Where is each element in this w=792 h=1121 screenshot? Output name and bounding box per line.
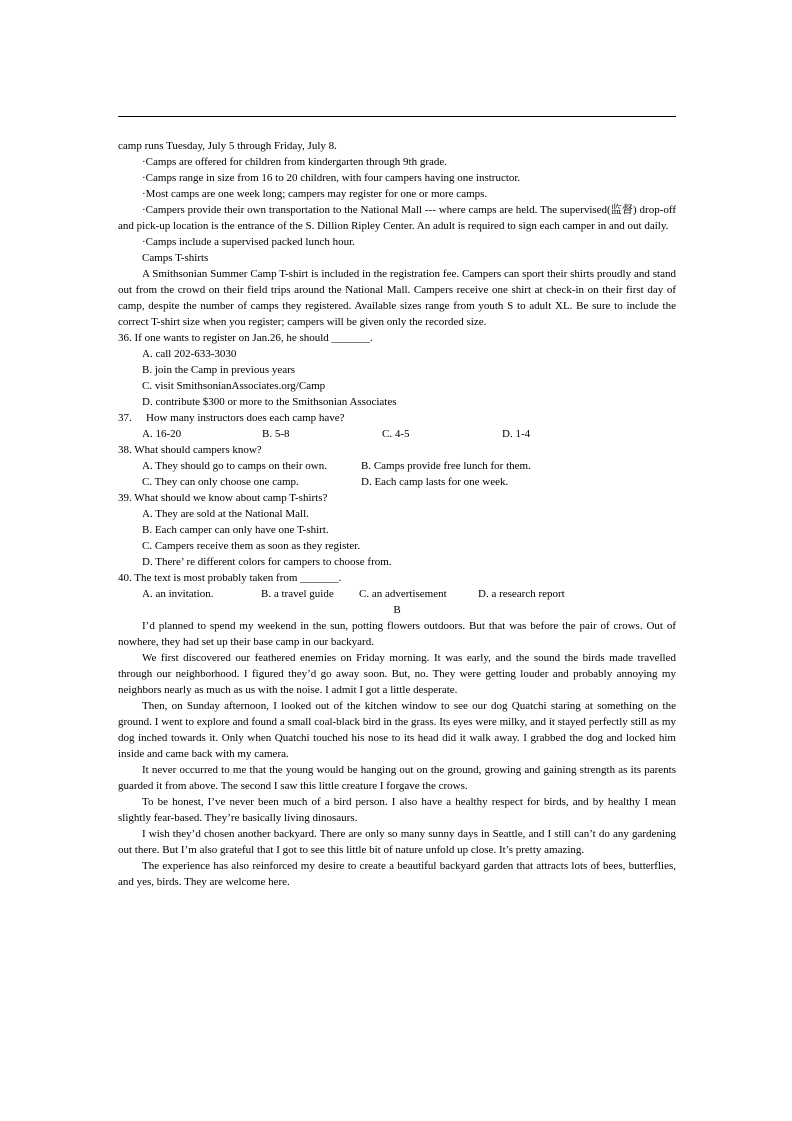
- section-b-paragraph-2: We first discovered our feathered enemies on Friday morning. It was early, and the sound the birds made travelled through our neighborhood. I figured they’d go away soon. But, no. They were getting louder and probably annoying my neighbors nearly as much as us with the noise. I admit I got a little desperate.: [118, 652, 676, 696]
- question-37-number: 37.: [118, 412, 132, 424]
- question-38-option-a: A. They should go to camps on their own.: [142, 460, 327, 472]
- question-40-option-b: B. a travel guide: [261, 588, 334, 600]
- question-38-option-c: C. They can only choose one camp.: [142, 476, 299, 488]
- question-40-option-a: A. an invitation.: [142, 588, 214, 600]
- tshirt-heading: Camps T-shirts: [142, 252, 209, 264]
- question-39-option-a: A. They are sold at the National Mall.: [142, 508, 309, 520]
- question-40-option-d: D. a research report: [478, 588, 565, 600]
- section-b-paragraph-6: I wish they’d chosen another backyard. There are only so many sunny days in Seattle, and I still can’t do any gardening out there. But I’m also grateful that I got to see this little bit of nature unfold up close. It’s pretty amazing.: [118, 828, 676, 856]
- section-b-label: B: [393, 604, 401, 616]
- question-40-option-c: C. an advertisement: [359, 588, 447, 600]
- question-38-stem: 38. What should campers know?: [118, 444, 262, 456]
- question-39-option-c: C. Campers receive them as soon as they register.: [142, 540, 361, 552]
- question-38-options-row-2: [118, 474, 676, 490]
- bullet-3: ·Most camps are one week long; campers may register for one or more camps.: [142, 188, 488, 200]
- bullet-2: ·Camps range in size from 16 to 20 children, with four campers having one instructor.: [142, 172, 521, 184]
- question-39-stem: 39. What should we know about camp T-shirts?: [118, 492, 328, 504]
- question-37-option-a: A. 16-20: [142, 428, 182, 440]
- question-36-option-a: A. call 202-633-3030: [142, 348, 237, 360]
- question-36-option-c: C. visit SmithsonianAssociates.org/Camp: [142, 380, 326, 392]
- question-37-option-d: D. 1-4: [502, 428, 531, 440]
- question-40-options: [118, 586, 676, 602]
- section-b-paragraph-7: The experience has also reinforced my desire to create a beautiful backyard garden that attracts lots of bees, butterflies, and yes, birds. They are welcome here.: [118, 860, 676, 888]
- section-b-paragraph-3: Then, on Sunday afternoon, I looked out of the kitchen window to see our dog Quatchi staring at something on the ground. I went to explore and found a small coal-black bird in the grass. Its eyes were milky, and it stayed perfectly still as my dog inched towards it. Only when Quatchi touched his nose to its head did it walk away. I grabbed the dog and locked him inside and came back with my camera.: [118, 700, 676, 760]
- question-38-option-b: B. Camps provide free lunch for them.: [361, 460, 531, 472]
- question-38-options-row-1: [118, 458, 676, 474]
- question-37-option-b: B. 5-8: [262, 428, 290, 440]
- question-37-stem: [118, 410, 676, 426]
- tshirt-paragraph: A Smithsonian Summer Camp T-shirt is included in the registration fee. Campers can sport their shirts proudly and stand out from the crowd on their field trips around the National Mall. Campers receive one shirt at check-in on their first day of camp, despite the number of camps they registered. Available sizes range from youth S to adult XL. Be sure to include the correct T-shirt size when you register; campers will be given only the recorded size.: [118, 268, 676, 328]
- question-40-stem: 40. The text is most probably taken from _______.: [118, 572, 342, 584]
- question-37-text: How many instructors does each camp have?: [146, 412, 345, 424]
- section-b-paragraph-1: I’d planned to spend my weekend in the sun, potting flowers outdoors. But that was before the pair of crows. Out of nowhere, they had set up their base camp in our backyard.: [118, 620, 676, 648]
- question-37-option-c: C. 4-5: [382, 428, 410, 440]
- question-38-option-d: D. Each camp lasts for one week.: [361, 476, 509, 488]
- section-b-paragraph-5: To be honest, I’ve never been much of a bird person. I also have a healthy respect for birds, and by healthy I mean slightly fear-based. They’re basically living dinosaurs.: [118, 796, 676, 824]
- bullet-1: ·Camps are offered for children from kindergarten through 9th grade.: [142, 156, 448, 168]
- question-39-option-b: B. Each camper can only have one T-shirt.: [142, 524, 329, 536]
- section-b-paragraph-4: It never occurred to me that the young would be hanging out on the ground, growing and gaining strength as its parents guarded it from above. The second I saw this little creature I forgave the crows.: [118, 764, 676, 792]
- question-37-options: [118, 426, 676, 442]
- bullet-4: ·Campers provide their own transportation to the National Mall --- where camps are held. The supervised(监督) drop-off and pick-up location is the entrance of the S. Dillion Ripley Center. An adult is required to sign each camper in and out daily.: [118, 204, 676, 232]
- header-rule: [118, 116, 676, 117]
- bullet-5: ·Camps include a supervised packed lunch hour.: [142, 236, 355, 248]
- question-39-option-d: D. There’ re different colors for campers to choose from.: [142, 556, 392, 568]
- question-36-option-d: D. contribute $300 or more to the Smithsonian Associates: [142, 396, 397, 408]
- question-36-stem: 36. If one wants to register on Jan.26, he should _______.: [118, 332, 373, 344]
- question-36-option-b: B. join the Camp in previous years: [142, 364, 296, 376]
- page-content: [118, 138, 676, 890]
- camp-dates-line: camp runs Tuesday, July 5 through Friday, July 8.: [118, 140, 337, 152]
